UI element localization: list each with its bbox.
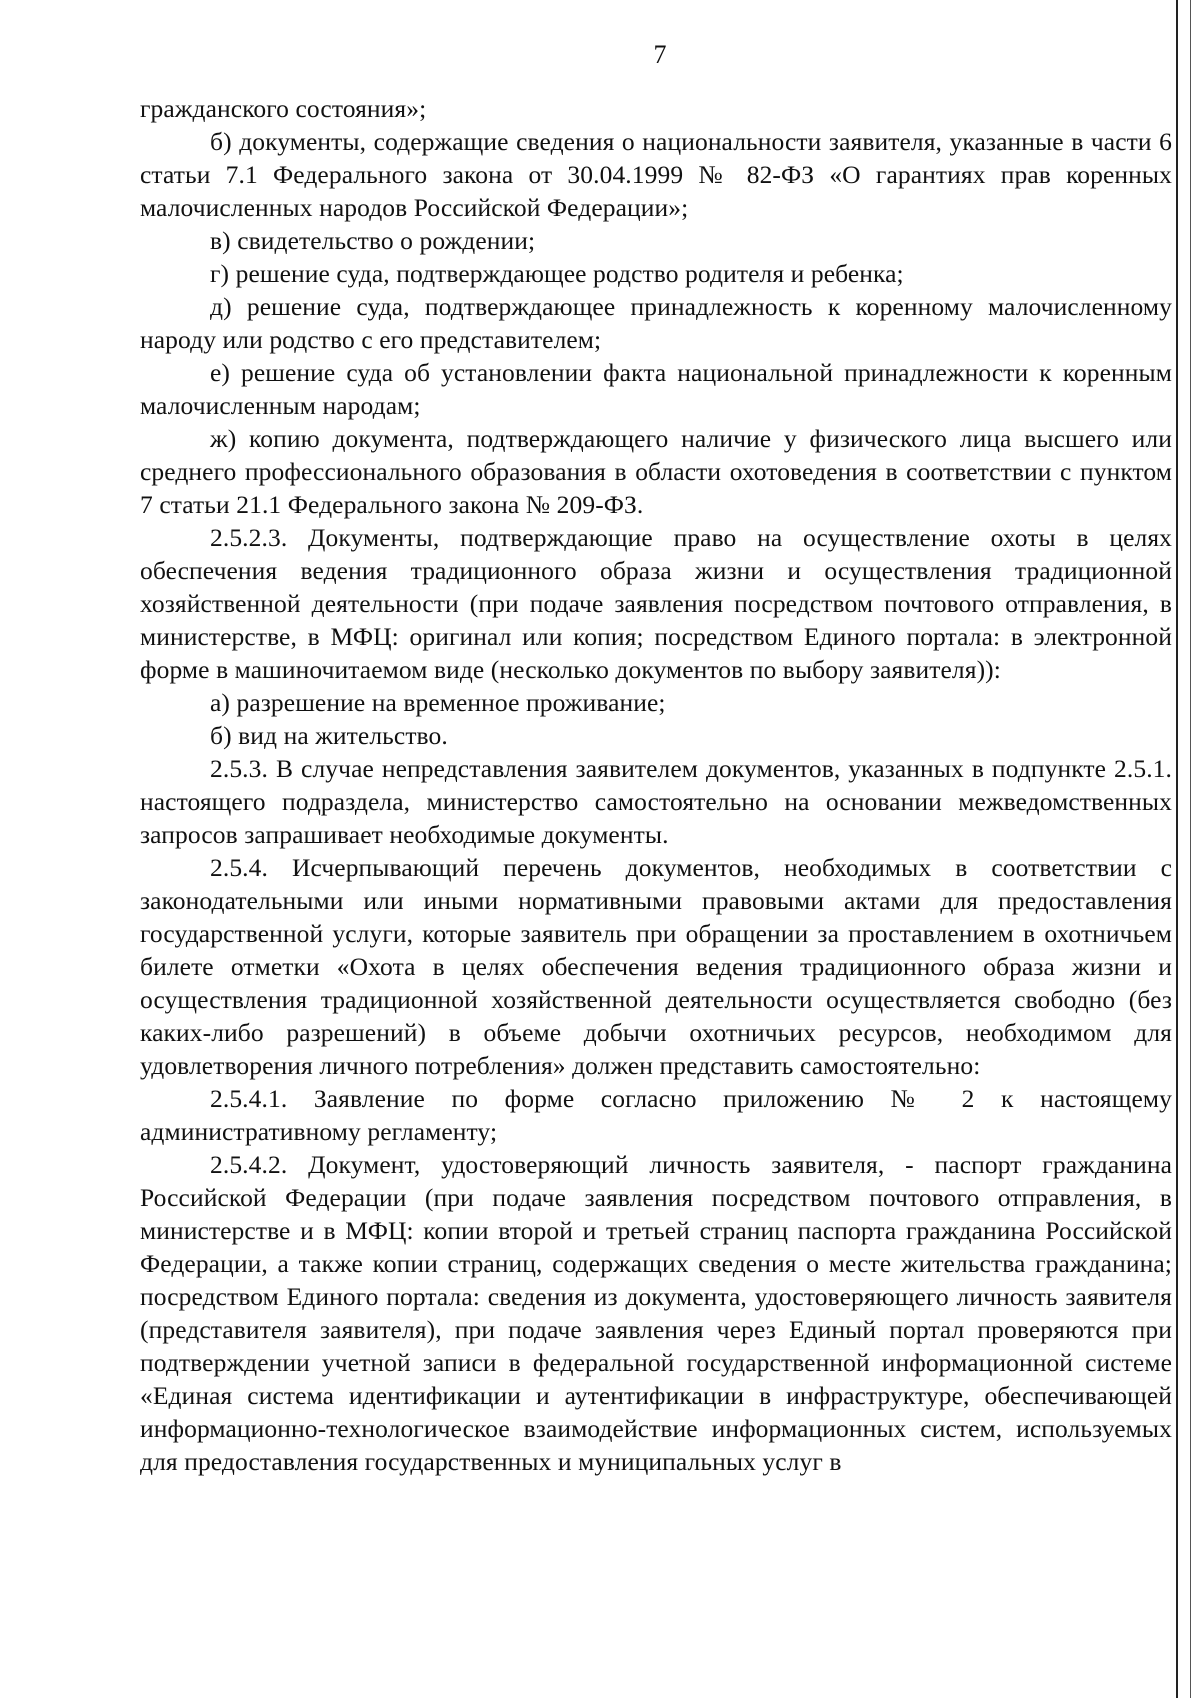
paragraph: ж) копию документа, подтверждающего наличие у физического лица высшего или среднего профессионального образования в области охотоведения в соответствии с пунктом 7 статьи 21.1 Федерального закона № 209-ФЗ. [140,424,1172,519]
paragraph: е) решение суда об установлении факта национальной принадлежности к коренным малочисленным народам; [140,358,1172,420]
paragraph: 2.5.2.3. Документы, подтверждающие право на осуществление охоты в целях обеспечения ведения традиционного образа жизни и осуществления традиционной хозяйственной деятельности (при подаче заявления посредством почтового отправления, в министерстве, в МФЦ: оригинал или копия; посредством Единого портала: в электронной форме в машиночитаемом виде (несколько документов по выбору заявителя)): [140,523,1172,684]
document-body [140,92,1172,1478]
scan-edge-line [1190,0,1191,1698]
paragraph: а) разрешение на временное проживание; [210,688,666,717]
paragraph: г) решение суда, подтверждающее родство родителя и ребенка; [210,259,904,288]
paragraph: б) документы, содержащие сведения о национальности заявителя, указанные в части 6 статьи 7.1 Федерального закона от 30.04.1999 № 82-ФЗ «О гарантиях прав коренных малочисленных народов Российской Федерации»; [140,127,1172,222]
paragraph: 2.5.3. В случае непредставления заявителем документов, указанных в подпункте 2.5.1. настоящего подраздела, министерство самостоятельно на основании межведомственных запросов запрашивает необходимые документы. [140,754,1172,849]
paragraph: в) свидетельство о рождении; [210,226,536,255]
scan-edge-line [1176,0,1178,1698]
page-number: 7 [653,40,667,69]
paragraph: гражданского состояния»; [140,94,427,123]
paragraph: 2.5.4.1. Заявление по форме согласно приложению № 2 к настоящему административному регламенту; [140,1084,1172,1146]
paragraph: д) решение суда, подтверждающее принадлежность к коренному малочисленному народу или родство с его представителем; [140,292,1172,354]
paragraph: б) вид на жительство. [210,721,448,750]
paragraph: 2.5.4. Исчерпывающий перечень документов, необходимых в соответствии с законодательными или иными нормативными правовыми актами для предоставления государственной услуги, которые заявитель при обращении за проставлением в охотничьем билете отметки «Охота в целях обеспечения ведения традиционного образа жизни и осуществления традиционной хозяйственной деятельности осуществляется свободно (без каких-либо разрешений) в объеме добычи охотничьих ресурсов, необходимом для удовлетворения личного потребления» должен представить самостоятельно: [140,853,1172,1080]
paragraph: 2.5.4.2. Документ, удостоверяющий личность заявителя, - паспорт гражданина Российской Федерации (при подаче заявления посредством почтового отправления, в министерстве и в МФЦ: копии второй и третьей страниц паспорта гражданина Российской Федерации, а также копии страниц, содержащих сведения о месте жительства гражданина; посредством Единого портала: сведения из документа, удостоверяющего личность заявителя (представителя заявителя), при подаче заявления через Единый портал проверяются при подтверждении учетной записи в федеральной государственной информационной системе «Единая система идентификации и аутентификации в инфраструктуре, обеспечивающей информационно-технологическое взаимодействие информационных систем, используемых для предоставления государственных и муниципальных услуг в [140,1150,1172,1476]
